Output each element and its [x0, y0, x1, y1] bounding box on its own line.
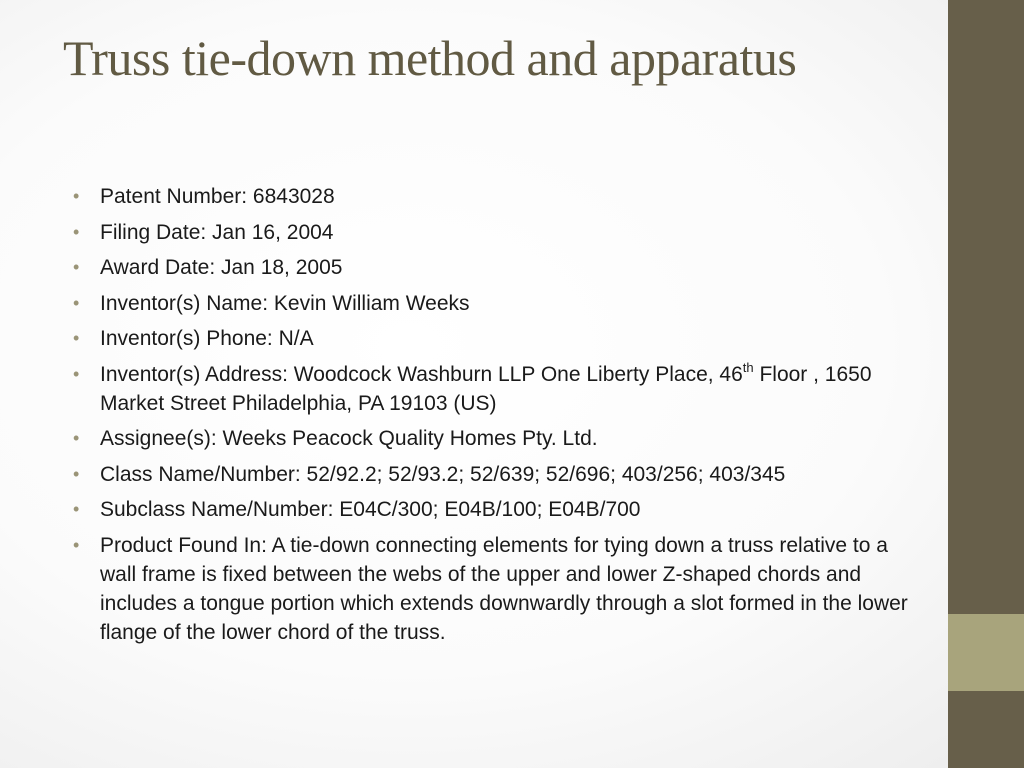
slide-title: Truss tie-down method and apparatus: [63, 30, 797, 86]
bullet-award-date: • Award Date: Jan 18, 2005: [100, 253, 928, 282]
bullet-inventor-phone: • Inventor(s) Phone: N/A: [100, 324, 928, 353]
bullet-patent-number: • Patent Number: 6843028: [100, 182, 928, 211]
inventor-address-text: Inventor(s) Address: Woodcock Washburn LLP One Liberty Place, 46: [100, 362, 743, 386]
bullet-assignee: • Assignee(s): Weeks Peacock Quality Homes Pty. Ltd.: [100, 424, 928, 453]
bullet-list: [100, 182, 928, 653]
bullet-inventor-address: [100, 360, 928, 418]
bullet-product-found-in: • Product Found In: A tie-down connecting elements for tying down a truss relative to a wall frame is fixed between the webs of the upper and lower Z-shaped chords and includes a tongue portion which extends downwardly through a slot formed in the lower flange of the lower chord of the truss.: [100, 531, 928, 647]
ordinal-suffix: th: [742, 359, 754, 375]
bullet-class: • Class Name/Number: 52/92.2; 52/93.2; 52/639; 52/696; 403/256; 403/345: [100, 460, 928, 489]
inventor-address-text-rest: Floor , 1650 Market Street Philadelphia, PA 19103 (US): [100, 362, 872, 415]
bullet-inventor-name: • Inventor(s) Name: Kevin William Weeks: [100, 289, 928, 318]
decorative-side-accent: [948, 614, 1024, 691]
bullet-filing-date: • Filing Date: Jan 16, 2004: [100, 218, 928, 247]
bullet-subclass: • Subclass Name/Number: E04C/300; E04B/100; E04B/700: [100, 495, 928, 524]
